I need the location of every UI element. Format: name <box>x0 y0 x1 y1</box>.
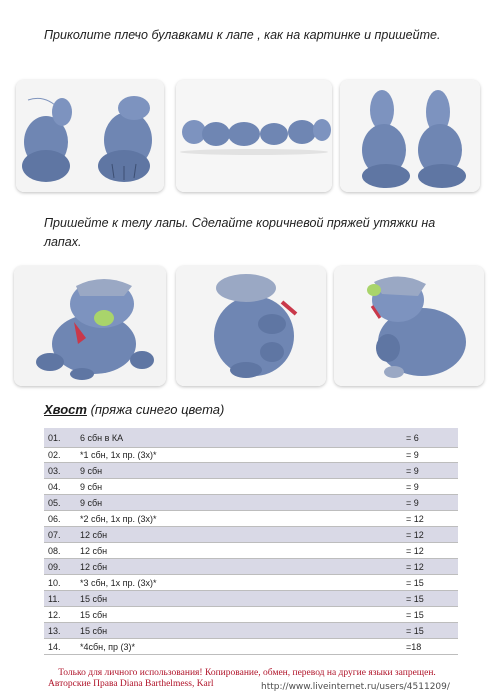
table-row <box>44 543 458 559</box>
table-row <box>44 575 458 591</box>
table-row <box>44 591 458 607</box>
table-row <box>44 511 458 527</box>
row-desc: 12 сбн <box>76 559 314 575</box>
watermark-url: http://www.liveinternet.ru/users/4511209/ <box>258 682 453 692</box>
photo-paws-pair <box>16 80 164 192</box>
table-row <box>44 607 458 623</box>
table-row <box>44 479 458 495</box>
footer-line-1: Только для личного использования! Копирование, обмен, перевод на другие языки запрещен. <box>58 668 436 678</box>
table-row <box>44 463 458 479</box>
row-num: 01. <box>44 428 76 448</box>
row-result: = 15 <box>314 623 458 639</box>
photo-toy-front-image <box>14 266 166 386</box>
table-row <box>44 639 458 655</box>
row-result: = 15 <box>314 575 458 591</box>
table-row <box>44 559 458 575</box>
row-result: = 9 <box>314 463 458 479</box>
photo-toy-side-image <box>334 266 484 386</box>
table-row <box>44 527 458 543</box>
section-subtitle: (пряжа синего цвета) <box>90 402 225 417</box>
row-num: 07. <box>44 527 76 543</box>
footer-line-2: Авторские Права Diana Barthelmess, Karl <box>48 679 214 689</box>
table-row <box>44 623 458 639</box>
row-desc: 12 сбн <box>76 527 314 543</box>
photo-paws-row <box>176 80 332 192</box>
instruction-step-1: Приколите плечо булавками к лапе , как на картинке и пришейте. <box>44 28 441 42</box>
row-result: = 9 <box>314 479 458 495</box>
row-num: 08. <box>44 543 76 559</box>
row-result: = 6 <box>314 428 458 448</box>
photo-paws-pinned <box>340 80 480 192</box>
photo-paws-row-image <box>176 80 332 192</box>
row-result: = 9 <box>314 495 458 511</box>
photo-toy-bottom <box>176 266 326 386</box>
row-desc: 15 сбн <box>76 607 314 623</box>
row-desc: *3 сбн, 1х пр. (3х)* <box>76 575 314 591</box>
row-num: 03. <box>44 463 76 479</box>
photo-toy-front <box>14 266 166 386</box>
table-row <box>44 495 458 511</box>
row-result: = 15 <box>314 591 458 607</box>
photo-paws-pinned-image <box>340 80 480 192</box>
row-num: 04. <box>44 479 76 495</box>
row-desc: 15 сбн <box>76 591 314 607</box>
row-desc: 9 сбн <box>76 479 314 495</box>
row-desc: *2 сбн, 1х пр. (3х)* <box>76 511 314 527</box>
row-num: 02. <box>44 448 76 463</box>
row-desc: 12 сбн <box>76 543 314 559</box>
row-result: =18 <box>314 639 458 655</box>
row-num: 11. <box>44 591 76 607</box>
row-num: 12. <box>44 607 76 623</box>
row-result: = 12 <box>314 527 458 543</box>
photo-toy-bottom-image <box>176 266 326 386</box>
row-desc: 9 сбн <box>76 495 314 511</box>
instruction-step-2: Пришейте к телу лапы. Сделайте коричневой пряжей утяжки на лапах. <box>44 216 436 249</box>
row-desc: 6 сбн в КА <box>76 428 314 448</box>
row-num: 13. <box>44 623 76 639</box>
section-title: Хвост <box>44 402 87 417</box>
row-num: 09. <box>44 559 76 575</box>
rows-table <box>44 428 458 655</box>
row-num: 14. <box>44 639 76 655</box>
photo-toy-side <box>334 266 484 386</box>
row-result: = 12 <box>314 543 458 559</box>
row-result: = 9 <box>314 448 458 463</box>
row-num: 06. <box>44 511 76 527</box>
row-desc: *1 сбн, 1х пр. (3х)* <box>76 448 314 463</box>
row-desc: 15 сбн <box>76 623 314 639</box>
row-desc: 9 сбн <box>76 463 314 479</box>
row-result: = 12 <box>314 559 458 575</box>
row-desc: *4сбн, пр (3)* <box>76 639 314 655</box>
row-result: = 12 <box>314 511 458 527</box>
row-num: 05. <box>44 495 76 511</box>
section-heading <box>44 402 224 417</box>
row-num: 10. <box>44 575 76 591</box>
row-result: = 15 <box>314 607 458 623</box>
table-row <box>44 448 458 463</box>
table-row <box>44 428 458 448</box>
photo-paws-pair-image <box>16 80 164 192</box>
